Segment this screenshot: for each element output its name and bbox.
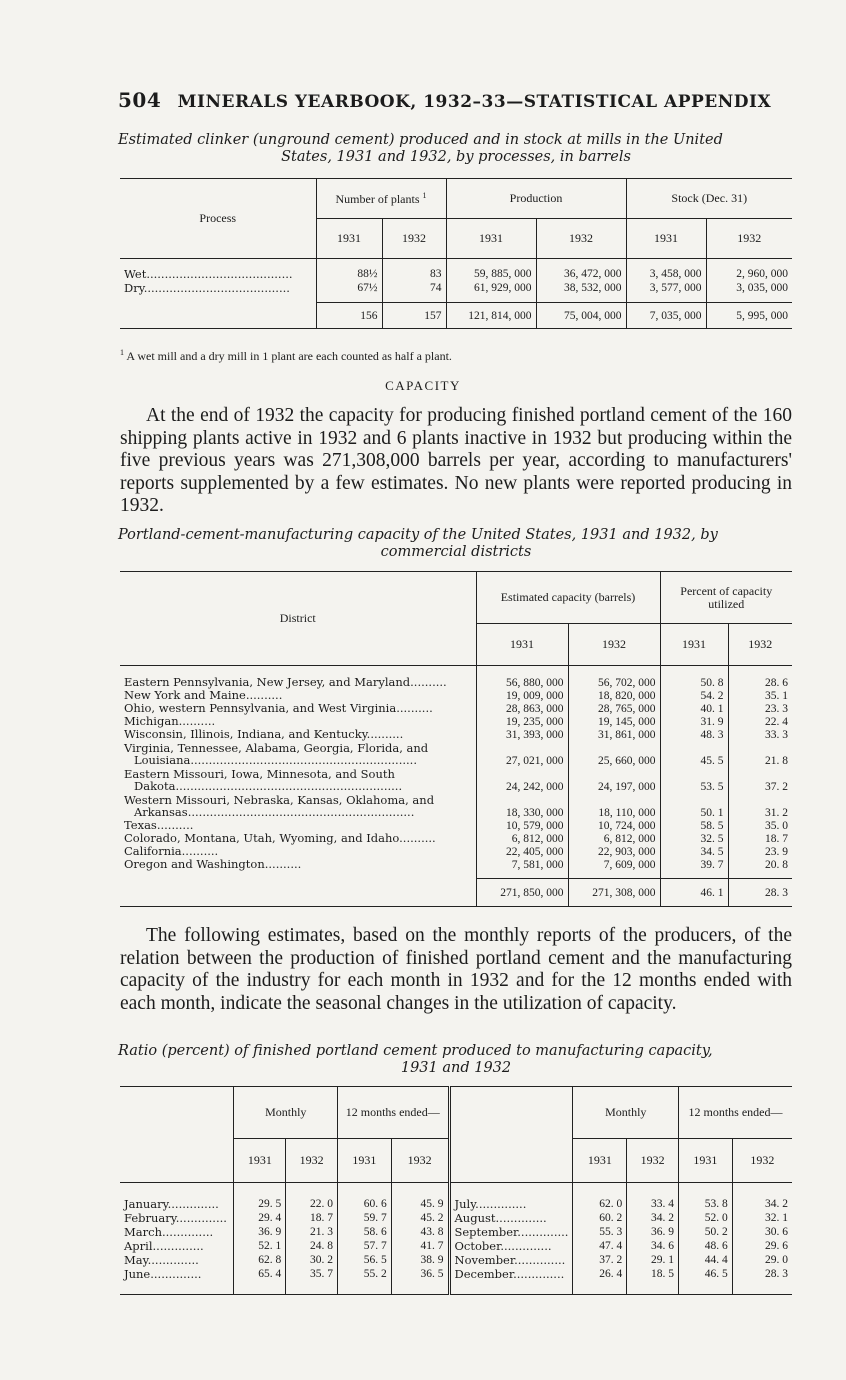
cell: 32. 1 bbox=[765, 1211, 788, 1224]
district-label: Virginia, Tennessee, Alabama, Georgia, Florida, and Louisiana.............................................................. bbox=[120, 741, 476, 767]
cell: 59. 7 bbox=[338, 1211, 392, 1225]
cell: 83 bbox=[382, 267, 446, 281]
table-row bbox=[120, 1239, 792, 1253]
cell: 28. 3 bbox=[728, 879, 792, 907]
table-row bbox=[120, 1225, 792, 1239]
cell: 47. 4 bbox=[573, 1239, 627, 1253]
cell: 31, 393, 000 bbox=[476, 728, 568, 741]
cell: 52. 0 bbox=[679, 1211, 733, 1225]
cell: 24, 197, 000 bbox=[568, 767, 660, 793]
cell: 57. 7 bbox=[338, 1239, 392, 1253]
cell: 29. 4 bbox=[234, 1211, 286, 1225]
year-header: 1932 bbox=[286, 1139, 338, 1183]
running-title: MINERALS YEARBOOK, 1932–33—STATISTICAL APPENDIX bbox=[177, 92, 772, 112]
cell: 43. 8 bbox=[391, 1225, 449, 1239]
total-row bbox=[120, 303, 792, 329]
cell: 52. 1 bbox=[234, 1239, 286, 1253]
table2-caption-line2: commercial districts bbox=[380, 544, 532, 560]
cell: 54. 2 bbox=[660, 689, 728, 702]
cell: 74 bbox=[382, 281, 446, 295]
cell: 58. 5 bbox=[660, 819, 728, 832]
paragraph-utilization: The following estimates, based on the monthly reports of the producers, of the relation between the production of finished portland cement and the manufacturing capacity of the industry for each month in 1932 and for the 12 months ended with each month, indicate the seasonal changes in the utilization of capacity. bbox=[120, 925, 792, 1014]
cell: 36, 472, 000 bbox=[536, 267, 626, 281]
cell: 121, 814, 000 bbox=[446, 303, 536, 329]
process-label: Wet........................................ bbox=[120, 267, 316, 281]
cell: 7, 609, 000 bbox=[568, 858, 660, 871]
cell: 33. 3 bbox=[765, 728, 788, 741]
monthly-header: Monthly bbox=[234, 1087, 338, 1139]
cell: 18, 330, 000 bbox=[476, 793, 568, 819]
cell: 35. 1 bbox=[765, 689, 788, 702]
table-row bbox=[120, 728, 792, 741]
cell: 28. 3 bbox=[765, 1267, 788, 1280]
table-row bbox=[120, 845, 792, 858]
cell: 46. 5 bbox=[679, 1267, 733, 1281]
month-label: August.............. bbox=[449, 1211, 573, 1225]
year-header: 1932 bbox=[382, 219, 446, 259]
cell: 271, 850, 000 bbox=[476, 879, 568, 907]
cell: 48. 6 bbox=[679, 1239, 733, 1253]
cell: 22, 405, 000 bbox=[476, 845, 568, 858]
cell: 59, 885, 000 bbox=[446, 267, 536, 281]
cell: 41. 7 bbox=[391, 1239, 449, 1253]
production-header: Production bbox=[446, 179, 626, 219]
district-label: California.......... bbox=[120, 845, 476, 858]
running-head bbox=[118, 88, 798, 112]
table3-caption-line1: Ratio (percent) of finished portland cement produced to manufacturing capacity, bbox=[118, 1043, 713, 1059]
district-label: Texas.......... bbox=[120, 819, 476, 832]
cell: 55. 3 bbox=[573, 1225, 627, 1239]
cell: 20. 8 bbox=[765, 858, 788, 871]
cell: 28, 765, 000 bbox=[568, 702, 660, 715]
year-header: 1931 bbox=[316, 219, 382, 259]
cell: 36. 9 bbox=[627, 1225, 679, 1239]
process-label: Dry........................................ bbox=[120, 281, 316, 295]
table3-caption bbox=[118, 1043, 794, 1077]
section-heading: CAPACITY bbox=[385, 378, 461, 393]
cell: 2, 960, 000 bbox=[736, 267, 788, 280]
year-header: 1931 bbox=[234, 1139, 286, 1183]
stock-header: Stock (Dec. 31) bbox=[626, 179, 792, 219]
cell: 34. 6 bbox=[627, 1239, 679, 1253]
year-header: 1931 bbox=[626, 219, 706, 259]
district-label: Eastern Missouri, Iowa, Minnesota, and South Dakota.............................................................. bbox=[120, 767, 476, 793]
cell: 10, 724, 000 bbox=[568, 819, 660, 832]
table-row bbox=[120, 281, 792, 295]
month-label: March.............. bbox=[120, 1225, 234, 1239]
district-label: New York and Maine.......... bbox=[120, 689, 476, 702]
plants-header: Number of plants $^1$ bbox=[316, 179, 446, 219]
year-header: 1931 bbox=[660, 624, 728, 666]
year-header: 1931 bbox=[446, 219, 536, 259]
year-header: 1931 bbox=[573, 1139, 627, 1183]
cell: 50. 1 bbox=[660, 793, 728, 819]
table-row bbox=[120, 819, 792, 832]
cell: 22. 0 bbox=[286, 1197, 338, 1211]
table-row bbox=[120, 858, 792, 871]
cell: 30. 2 bbox=[286, 1253, 338, 1267]
cell: 19, 145, 000 bbox=[568, 715, 660, 728]
cell: 56, 702, 000 bbox=[568, 676, 660, 689]
table-row bbox=[120, 767, 792, 793]
cell: 61, 929, 000 bbox=[446, 281, 536, 295]
table-row bbox=[120, 1197, 792, 1211]
cell: 32. 5 bbox=[660, 832, 728, 845]
cell: 37. 2 bbox=[765, 780, 788, 793]
cell: 55. 2 bbox=[338, 1267, 392, 1281]
cell: 88½ bbox=[316, 267, 382, 281]
cell: 19, 235, 000 bbox=[476, 715, 568, 728]
month-label: June.............. bbox=[120, 1267, 234, 1281]
cell: 62. 8 bbox=[234, 1253, 286, 1267]
cell: 38, 532, 000 bbox=[536, 281, 626, 295]
table-row bbox=[120, 1267, 792, 1281]
district-label: Oregon and Washington.......... bbox=[120, 858, 476, 871]
cell: 27, 021, 000 bbox=[476, 741, 568, 767]
cell: 10, 579, 000 bbox=[476, 819, 568, 832]
table1-footnote: $^1$ A wet mill and a dry mill in 1 plant are each counted as half a plant. bbox=[120, 348, 452, 363]
table-row bbox=[120, 1211, 792, 1225]
cell: 45. 5 bbox=[660, 741, 728, 767]
cell: 37. 2 bbox=[573, 1253, 627, 1267]
cell: 29. 6 bbox=[765, 1239, 788, 1252]
table-row bbox=[120, 689, 792, 702]
table3-caption-line2: 1931 and 1932 bbox=[400, 1060, 512, 1076]
table-row bbox=[120, 676, 792, 689]
cell: 23. 3 bbox=[765, 702, 788, 715]
cell: 34. 2 bbox=[765, 1197, 788, 1210]
table2-caption bbox=[118, 527, 794, 561]
month-label: February.............. bbox=[120, 1211, 234, 1225]
district-label: Western Missouri, Nebraska, Kansas, Oklahoma, and Arkansas.............................................................. bbox=[120, 793, 476, 819]
month-label: September.............. bbox=[449, 1225, 573, 1239]
cell: 29. 0 bbox=[765, 1253, 788, 1266]
year-header: 1932 bbox=[748, 637, 773, 651]
cell: 18. 7 bbox=[765, 832, 788, 845]
cell: 60. 6 bbox=[338, 1197, 392, 1211]
cell: 18, 110, 000 bbox=[568, 793, 660, 819]
cell: 33. 4 bbox=[627, 1197, 679, 1211]
year-header: 1931 bbox=[338, 1139, 392, 1183]
month-label: July.............. bbox=[449, 1197, 573, 1211]
page-number: 504 bbox=[118, 88, 162, 112]
cell: 3, 035, 000 bbox=[736, 281, 788, 294]
table-row bbox=[120, 832, 792, 845]
cell: 3, 577, 000 bbox=[626, 281, 706, 295]
year-header: 1932 bbox=[737, 231, 762, 245]
cell: 45. 9 bbox=[391, 1197, 449, 1211]
cell: 31, 861, 000 bbox=[568, 728, 660, 741]
cell: 18, 820, 000 bbox=[568, 689, 660, 702]
cell: 156 bbox=[316, 303, 382, 329]
table-row bbox=[120, 793, 792, 819]
cell: 18. 5 bbox=[627, 1267, 679, 1281]
cell: 31. 2 bbox=[765, 806, 788, 819]
cell: 31. 9 bbox=[660, 715, 728, 728]
table2-caption-line1: Portland-cement-manufacturing capacity of the United States, 1931 and 1932, by bbox=[118, 527, 718, 543]
cell: 19, 009, 000 bbox=[476, 689, 568, 702]
cell: 62. 0 bbox=[573, 1197, 627, 1211]
cell: 36. 5 bbox=[391, 1267, 449, 1281]
table-row bbox=[120, 715, 792, 728]
month-label: May.............. bbox=[120, 1253, 234, 1267]
cell: 28. 6 bbox=[765, 676, 788, 689]
cell: 39. 7 bbox=[660, 858, 728, 871]
cell: 6, 812, 000 bbox=[476, 832, 568, 845]
table-row bbox=[120, 702, 792, 715]
cell: 45. 2 bbox=[391, 1211, 449, 1225]
district-label: Colorado, Montana, Utah, Wyoming, and Idaho.......... bbox=[120, 832, 476, 845]
cell: 29. 5 bbox=[234, 1197, 286, 1211]
paragraph-capacity: At the end of 1932 the capacity for producing finished portland cement of the 160 shipping plants active in 1932 and 6 plants inactive in 1932 but producing within the five previous years was 271,308,000 barrels per year, according to manufacturers' reports supplemented by a few estimates. No new plants were reported producing in 1932. bbox=[120, 405, 792, 516]
cell: 22, 903, 000 bbox=[568, 845, 660, 858]
month-label: October.............. bbox=[449, 1239, 573, 1253]
cell: 53. 8 bbox=[679, 1197, 733, 1211]
year-header: 1931 bbox=[476, 624, 568, 666]
year-header: 1932 bbox=[391, 1139, 449, 1183]
cell: 35. 0 bbox=[765, 819, 788, 832]
twelve-months-header: 12 months ended— bbox=[338, 1087, 449, 1139]
cell: 40. 1 bbox=[660, 702, 728, 715]
cell: 24. 8 bbox=[286, 1239, 338, 1253]
cell: 29. 1 bbox=[627, 1253, 679, 1267]
cell: 75, 004, 000 bbox=[536, 303, 626, 329]
cell: 3, 458, 000 bbox=[626, 267, 706, 281]
table1-caption-line1: Estimated clinker (unground cement) produced and in stock at mills in the United bbox=[118, 132, 723, 148]
cell: 24, 242, 000 bbox=[476, 767, 568, 793]
twelve-months-header: 12 months ended— bbox=[679, 1087, 793, 1139]
district-label: Ohio, western Pennsylvania, and West Virginia.......... bbox=[120, 702, 476, 715]
cell: 60. 2 bbox=[573, 1211, 627, 1225]
cell: 46. 1 bbox=[660, 879, 728, 907]
cell: 34. 2 bbox=[627, 1211, 679, 1225]
cell: 7, 035, 000 bbox=[626, 303, 706, 329]
col-process-header: Process bbox=[120, 179, 316, 259]
cell: 18. 7 bbox=[286, 1211, 338, 1225]
cell: 53. 5 bbox=[660, 767, 728, 793]
table-row bbox=[120, 1253, 792, 1267]
cell: 50. 8 bbox=[660, 676, 728, 689]
cell: 6, 812, 000 bbox=[568, 832, 660, 845]
cell: 48. 3 bbox=[660, 728, 728, 741]
table-row bbox=[120, 741, 792, 767]
year-header: 1931 bbox=[679, 1139, 733, 1183]
col-district-header: District bbox=[120, 572, 476, 666]
table1-caption-line2: States, 1931 and 1932, by processes, in barrels bbox=[281, 149, 631, 165]
cell: 26. 4 bbox=[573, 1267, 627, 1281]
capacity-header: Estimated capacity (barrels) bbox=[476, 572, 660, 624]
year-header: 1932 bbox=[536, 219, 626, 259]
district-label: Wisconsin, Illinois, Indiana, and Kentucky.......... bbox=[120, 728, 476, 741]
cell: 5, 995, 000 bbox=[706, 303, 792, 329]
monthly-header: Monthly bbox=[573, 1087, 679, 1139]
cell: 28, 863, 000 bbox=[476, 702, 568, 715]
year-header: 1932 bbox=[627, 1139, 679, 1183]
table-row bbox=[120, 267, 792, 281]
cell: 38. 9 bbox=[391, 1253, 449, 1267]
cell: 30. 6 bbox=[765, 1225, 788, 1238]
cell: 271, 308, 000 bbox=[568, 879, 660, 907]
cell: 23. 9 bbox=[765, 845, 788, 858]
cell: 56. 5 bbox=[338, 1253, 392, 1267]
cell: 65. 4 bbox=[234, 1267, 286, 1281]
cell: 35. 7 bbox=[286, 1267, 338, 1281]
clinker-table bbox=[120, 178, 792, 329]
ratio-table bbox=[120, 1086, 792, 1295]
percent-header: Percent of capacity utilized bbox=[660, 572, 792, 624]
district-label: Eastern Pennsylvania, New Jersey, and Maryland.......... bbox=[120, 676, 476, 689]
total-row bbox=[120, 879, 792, 907]
cell: 67½ bbox=[316, 281, 382, 295]
cell: 58. 6 bbox=[338, 1225, 392, 1239]
cell: 157 bbox=[382, 303, 446, 329]
cell: 25, 660, 000 bbox=[568, 741, 660, 767]
month-label: January.............. bbox=[120, 1197, 234, 1211]
cell: 34. 5 bbox=[660, 845, 728, 858]
capacity-table bbox=[120, 571, 792, 907]
month-label: November.............. bbox=[449, 1253, 573, 1267]
cell: 21. 3 bbox=[286, 1225, 338, 1239]
cell: 50. 2 bbox=[679, 1225, 733, 1239]
month-label: April.............. bbox=[120, 1239, 234, 1253]
table1-caption bbox=[118, 132, 794, 166]
cell: 56, 880, 000 bbox=[476, 676, 568, 689]
district-label: Michigan.......... bbox=[120, 715, 476, 728]
year-header: 1932 bbox=[568, 624, 660, 666]
cell: 7, 581, 000 bbox=[476, 858, 568, 871]
month-label: December.............. bbox=[449, 1267, 573, 1281]
cell: 22. 4 bbox=[765, 715, 788, 728]
cell: 21. 8 bbox=[765, 754, 788, 767]
cell: 36. 9 bbox=[234, 1225, 286, 1239]
year-header: 1932 bbox=[750, 1153, 775, 1167]
cell: 44. 4 bbox=[679, 1253, 733, 1267]
